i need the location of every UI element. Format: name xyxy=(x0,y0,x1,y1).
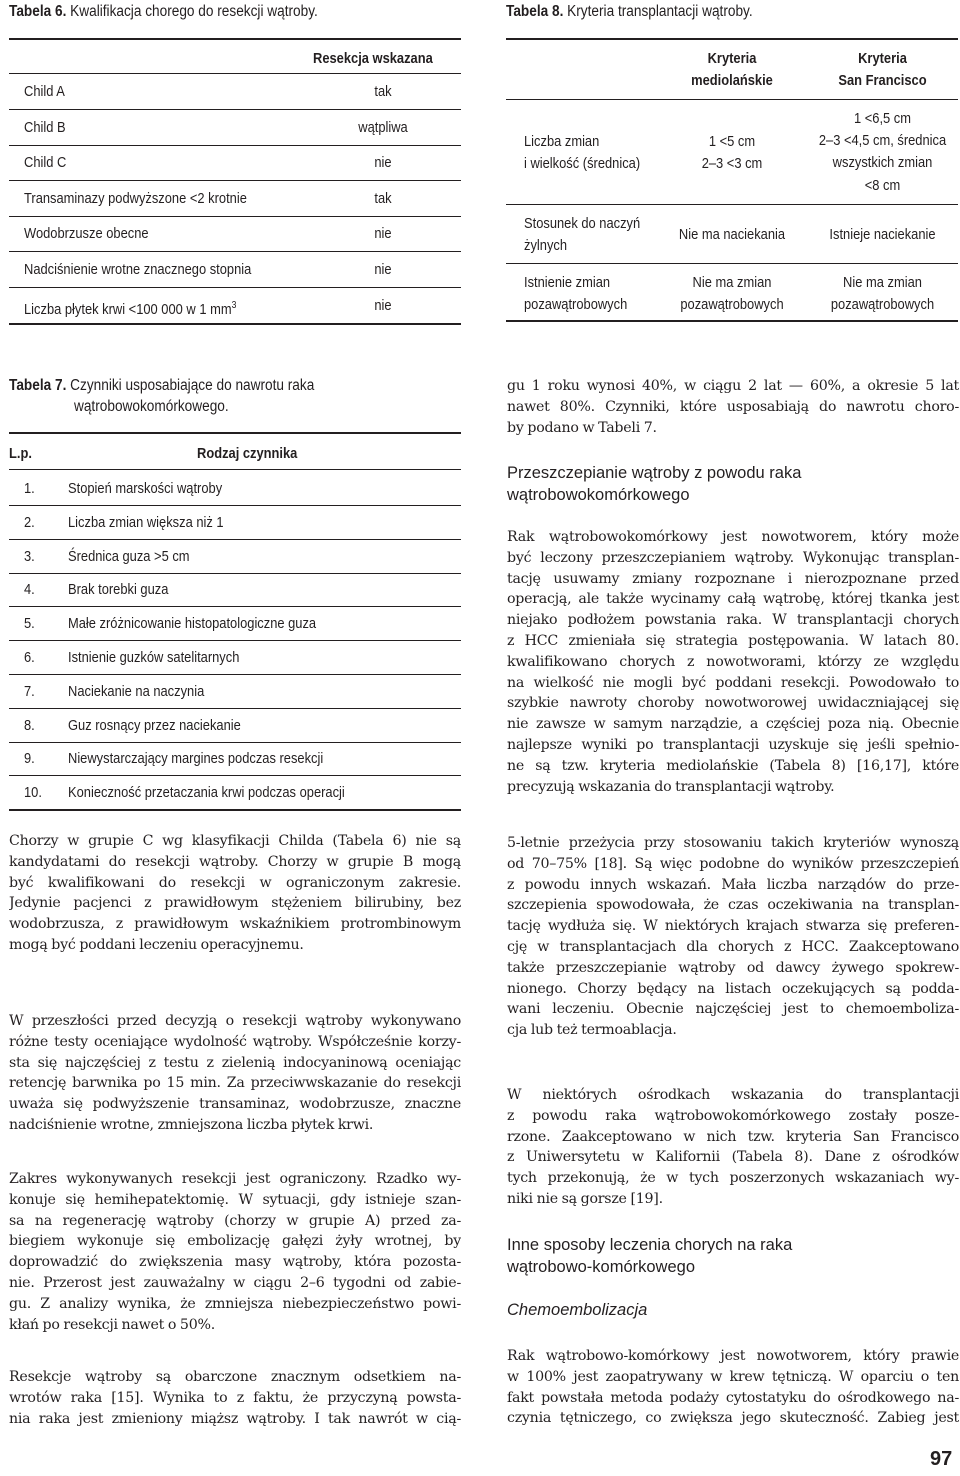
table7-row-number: 1. xyxy=(24,480,35,497)
table7-row-number: 8. xyxy=(24,716,35,734)
table7-row-factor: Brak torebki guza xyxy=(68,581,169,599)
text-line: nie. Przerost jest zauważalny w ciągu 2–6 tygodni od zabie- xyxy=(9,1274,461,1291)
table6-row-label: Wodobrzusze obecne xyxy=(24,225,149,243)
text-line: niejako podłożem powstania raka. W transplantacji chorych xyxy=(507,612,959,629)
table8-row3-sf-2: pozawątrobowych xyxy=(830,296,935,313)
table6-row-label: Child C xyxy=(24,154,67,172)
table6-row-rule xyxy=(9,109,461,110)
table7-row-rule xyxy=(9,674,461,675)
table6-row-value: nie xyxy=(374,261,392,278)
table8-row3-milan-2: pozawątrobowych xyxy=(680,296,784,313)
section-heading-other-treatment xyxy=(507,1234,792,1278)
text-line: być kwalifikowani do resekcji w ograniczonym zakresie. xyxy=(9,874,461,891)
text-line: rzone. Zaakceptowano w nich tzw. kryteria San Francisco xyxy=(507,1128,959,1145)
text-line: szczepienia spowodowała, że czas oczekiwania na transplan- xyxy=(507,897,959,914)
table8-row1-sf-3: wszystkich zmian xyxy=(832,154,933,171)
text-line: uważa się podwyższenie transaminaz, wodobrzusze, znaczne xyxy=(9,1096,461,1113)
table6-row-value: tak xyxy=(374,189,392,207)
table7-row-number: 10. xyxy=(24,784,42,802)
table7-row-rule xyxy=(9,775,461,776)
table7-row-number: 5. xyxy=(24,615,35,633)
table7-row-rule xyxy=(9,539,461,540)
text-line: mogą być poddani leczeniu operacyjnemu. xyxy=(9,936,304,953)
left-paragraph-3 xyxy=(9,1169,461,1335)
section-heading-transplant xyxy=(507,462,801,506)
text-line: precyzują wskazania do transplantacji wątroby. xyxy=(507,778,835,795)
text-line: Jedynie pacjenci z prawidłowym stężeniem bilirubiny, bez xyxy=(9,895,461,912)
text-line: Rak wątrobowokomórkowy jest nowotworem, który może xyxy=(507,529,959,545)
text-line: W przeszłości przed decyzją o resekcji wątroby wykonywano xyxy=(9,1013,461,1029)
table8-header-rule xyxy=(506,99,958,100)
table6-row-rule xyxy=(9,145,461,146)
page-number: 97 xyxy=(930,1448,953,1470)
text-line: 5-letnie przeżycia przy stosowaniu takich kryteriów wynoszą xyxy=(507,835,959,851)
text-line: retencję barwnika po 15 min. Za przeciwwskazanie do resekcji xyxy=(9,1075,461,1092)
table7-col-type: Rodzaj czynnika xyxy=(197,445,298,462)
table7-row-rule xyxy=(9,708,461,709)
text-line: fakt powstała metoda podaży cytostatyku do ośrodkowego na- xyxy=(507,1389,959,1406)
table8-col-sf-line2: San Francisco xyxy=(838,72,927,89)
table6-row-label: Nadciśnienie wrotne znacznego stopnia xyxy=(24,261,252,278)
table8-row2-milan: Nie ma naciekania xyxy=(678,226,786,243)
text-line: cja lub też termoablacja. xyxy=(507,1022,677,1039)
table8-col-milan-line1: Kryteria xyxy=(707,50,757,67)
table7-row-factor: Naciekanie na naczynia xyxy=(68,682,205,700)
table8-row1-rule xyxy=(506,204,958,205)
table6-header-rule xyxy=(9,73,461,74)
text-line: z powodu raka wątrobowokomórkowego zostały posze- xyxy=(507,1107,959,1124)
table6-row-rule xyxy=(9,216,461,217)
text-line: gu. Z analizy wynika, że zmniejsza niebezpieczeństwo powi- xyxy=(9,1295,461,1312)
text-line: tych przekonują, że w tych poszerzonych wskazaniach wy- xyxy=(507,1170,959,1187)
table7-row-number: 2. xyxy=(24,513,35,531)
table6-row-rule xyxy=(9,251,461,252)
table8-row2-label-2: żylnych xyxy=(524,237,568,254)
text-line: na wielkość nie mogli być poddani resekcji. Powodowało to xyxy=(507,674,959,691)
text-line: Resekcje wątroby są obarczone znacznym odsetkiem na- xyxy=(9,1369,461,1385)
table6-header: Resekcja wskazana xyxy=(313,50,433,67)
subsection-heading-chemoembolization: Chemoembolizacja xyxy=(507,1301,648,1319)
table8-row2-label-1: Stosunek do naczyń xyxy=(524,215,641,232)
right-paragraph-1 xyxy=(507,376,959,438)
table6-row-label: Child B xyxy=(24,118,66,136)
text-line: kandydatami do resekcji wątroby. Chorzy w grupie B mogą xyxy=(9,853,461,870)
table8-row1-label-2: i wielkość (średnica) xyxy=(524,155,641,172)
text-line: doprowadzić do zwiększenia masy wątroby, która pozosta- xyxy=(9,1254,461,1271)
text-line: cję w transplantacjach dla chorych z HCC. Zaakceptowano xyxy=(507,938,959,955)
table7-top-rule xyxy=(9,432,461,434)
table8-row1-sf-4: <8 cm xyxy=(864,177,901,194)
text-line: tację wydłuża się. W niektórych krajach stwarza się preferen- xyxy=(507,918,959,935)
table7-row-rule xyxy=(9,809,461,811)
text-line: z Uniwersytetu w Kalifornii (Tabela 8). Dane z ośrodków xyxy=(507,1149,959,1166)
table6-row-label: Transaminazy podwyższone <2 krotnie xyxy=(24,189,247,207)
table6-row-rule xyxy=(9,180,461,181)
table6-top-rule xyxy=(9,38,461,40)
table8-row2-sf: Istnieje naciekanie xyxy=(829,226,936,243)
left-paragraph-4 xyxy=(9,1367,461,1429)
table7-caption-line1: Czynniki usposabiające do nawrotu raka xyxy=(66,377,315,394)
text-line: od 70–75% [18]. Są więc podobne do wyników przeszczepień xyxy=(507,855,959,872)
table6-row-rule xyxy=(9,323,461,325)
table7-header-rule xyxy=(9,469,461,470)
left-paragraph-2 xyxy=(9,1011,461,1136)
text-line: konuje się hemihepatektomię. W sytuacji, gdy istnieje szan- xyxy=(9,1191,461,1208)
table7-caption xyxy=(9,376,314,395)
table7-row-factor: Konieczność przetaczania krwi podczas operacji xyxy=(68,784,345,802)
text-line: z powodu innych wskazań. Mała liczba narządów do prze- xyxy=(507,876,959,893)
right-paragraph-2 xyxy=(507,527,959,797)
text-line: biegiem wykonuje się embolizację gałęzi żyły wrotnej, by xyxy=(9,1233,461,1250)
table8-caption xyxy=(506,2,753,21)
table7-label: Tabela 7. xyxy=(9,377,67,394)
text-line: sa na regenerację wątroby (chorzy w grupie A) przed za- xyxy=(9,1212,461,1229)
table6-label: Tabela 6. xyxy=(9,3,67,20)
table7-row-factor: Stopień marskości wątroby xyxy=(68,480,223,497)
text-line: wodobrzusza, z prawidłowym wskaźnikiem protrombinowym xyxy=(9,916,461,933)
text-line: ne są tzw. kryteria mediolańskie (Tabela 8) [16,17], które xyxy=(507,757,959,774)
right-paragraph-3 xyxy=(507,833,959,1041)
table7-row-rule xyxy=(9,606,461,607)
section-heading-other-line2: wątrobowo-komórkowego xyxy=(507,1258,696,1276)
section-heading-transplant-line1: Przeszczepianie wątroby z powodu raka xyxy=(507,464,802,482)
text-line: sta się najczęściej z testu z zielenią indocyaninową oceniając xyxy=(9,1054,461,1071)
text-line: kwalifikowano chorych z nowotworami, którzy ze względu xyxy=(507,653,959,670)
text-line: wrotów raka [15]. Wynika to z faktu, że przyczyną powsta- xyxy=(9,1389,461,1406)
text-line: tację usuwamy zmiany rozpoznane i nierozpoznane przed xyxy=(507,570,959,587)
table7-caption-cont xyxy=(74,397,229,416)
text-line: nia raka jest zmieniony miąższ wątroby. I tak nawrót w cią- xyxy=(9,1410,461,1427)
table7-row-rule xyxy=(9,505,461,506)
table8-bottom-rule xyxy=(506,320,958,322)
table8-col-milan-line2: mediolańskie xyxy=(691,72,773,89)
text-line: szybkie nawroty choroby nowotworowej uwidaczniającej się xyxy=(507,695,959,712)
table7-row-number: 7. xyxy=(24,682,35,700)
table7-row-rule xyxy=(9,573,461,574)
table8-caption-text: Kryteria transplantacji wątroby. xyxy=(563,3,753,20)
table8-row3-sf-1: Nie ma zmian xyxy=(843,274,922,291)
text-line: najlepsze wyniki po transplantacji uzyskuje się jeśli spełnio- xyxy=(507,736,959,753)
table8-label: Tabela 8. xyxy=(506,3,564,20)
table6-row-label: Child A xyxy=(24,83,65,100)
text-line: wani leczeniu. Obecnie najczęściej jest to chemoemboliza- xyxy=(507,1001,959,1018)
text-line: czynia tętniczego, co zwiększa jego skuteczność. Zabieg jest xyxy=(507,1410,959,1427)
table7-row-number: 6. xyxy=(24,649,35,666)
table8-col-sf-line1: Kryteria xyxy=(858,50,907,67)
text-line: różne testy oceniające wydolność wątroby. Współcześnie korzy- xyxy=(9,1033,461,1050)
text-line: być leczony przeszczepianiem wątroby. Wykonując transplan- xyxy=(507,549,959,566)
text-line: niki nie są gorsze [19]. xyxy=(507,1190,663,1207)
text-line: Zakres wykonywanych resekcji jest ograniczony. Rzadko wy- xyxy=(9,1171,461,1187)
table7-row-factor: Małe zróżnicowanie histopatologiczne guza xyxy=(68,615,317,633)
text-line: z HCC zmieniała się strategia postępowania. W latach 80. xyxy=(507,632,959,649)
table6-row-rule xyxy=(9,287,461,288)
table6-row-label: Liczba płytek krwi <100 000 w 1 $mm^3$ xyxy=(24,299,237,318)
table7-row-number: 3. xyxy=(24,547,35,565)
table6-row-value: nie xyxy=(374,154,392,172)
table7-col-lp: L.p. xyxy=(9,445,32,462)
text-line: kłań po resekcji nawet o 50%. xyxy=(9,1316,215,1333)
table8-row1-sf-2: 2–3 <4,5 cm, średnica xyxy=(818,132,947,149)
right-paragraph-5 xyxy=(507,1346,959,1429)
table7-row-number: 9. xyxy=(24,750,35,768)
section-heading-transplant-line2: wątrobowokomórkowego xyxy=(507,486,690,504)
table6-row-value: nie xyxy=(374,296,392,314)
text-line: w 100% jest zaopatrywany w krew tętniczą. W oparciu o ten xyxy=(507,1368,959,1385)
text-line: Chorzy w grupie C wg klasyfikacji Childa (Tabela 6) nie są xyxy=(9,833,461,849)
table8-row3-label-2: pozawątrobowych xyxy=(524,296,628,313)
section-heading-other-line1: Inne sposoby leczenia chorych na raka xyxy=(507,1236,793,1254)
table8-row1-label-1: Liczba zmian xyxy=(524,133,600,150)
table7-row-factor: Guz rosnący przez naciekanie xyxy=(68,716,241,734)
right-paragraph-4 xyxy=(507,1085,959,1210)
text-line: W niektórych ośrodkach wskazania do transplantacji xyxy=(507,1087,959,1103)
table7-row-factor: Średnica guza >5 cm xyxy=(68,547,190,565)
text-line: Rak wątrobowo-komórkowy jest nowotworem, który prawie xyxy=(507,1348,959,1364)
table7-row-rule xyxy=(9,640,461,641)
table8-row3-label-1: Istnienie zmian xyxy=(524,274,611,291)
table6-row-value: wątpliwa xyxy=(358,118,408,136)
table7-row-factor: Niewystarczający margines podczas resekcji xyxy=(68,750,324,768)
table8-row1-milan-2: 2–3 <3 cm xyxy=(701,155,763,172)
text-line: nadciśnienie wrotne, zmniejszona liczba płytek krwi. xyxy=(9,1116,374,1133)
table6-caption-text: Kwalifikacja chorego do resekcji wątroby. xyxy=(66,3,318,20)
table8-row3-milan-1: Nie ma zmian xyxy=(692,274,772,291)
table8-row1-milan-1: 1 <5 cm xyxy=(708,133,756,150)
table7-row-factor: Liczba zmian większa niż 1 xyxy=(68,513,224,531)
text-line: nie zawsze w samym narządzie, a częściej poza nią. Obecnie xyxy=(507,716,959,733)
text-line: operacją, ale także wycinamy całą wątrobę, której tkanka jest xyxy=(507,591,959,608)
table7-caption-line2: wątrobowokomórkowego. xyxy=(74,398,229,415)
table8-top-rule xyxy=(506,38,958,40)
table6-caption xyxy=(9,2,318,21)
table7-row-rule xyxy=(9,742,461,743)
text-line: nawet 80%. Czynniki, które usposabiają do nawrotu choro- xyxy=(507,398,959,415)
table6-row-value: tak xyxy=(374,83,392,100)
table6-row-value: nie xyxy=(374,225,392,243)
text-line: nionego. Chorzy będący na listach oczekujących są podda- xyxy=(507,980,959,997)
table7-row-factor: Istnienie guzków satelitarnych xyxy=(68,649,240,666)
text-line: także przeszczepianie wątroby od dawcy żywego spokrew- xyxy=(507,959,959,976)
text-line: by podano w Tabeli 7. xyxy=(507,419,657,436)
table6-row-label-sup: 3 xyxy=(231,299,237,311)
table8-row1-sf-1: 1 <6,5 cm xyxy=(853,110,912,127)
left-paragraph-1 xyxy=(9,831,461,956)
text-line: gu 1 roku wynosi 40%, w ciągu 2 lat — 60%, a okresie 5 lat xyxy=(507,378,959,394)
table7-row-number: 4. xyxy=(24,581,35,599)
table8-row2-rule xyxy=(506,263,958,264)
